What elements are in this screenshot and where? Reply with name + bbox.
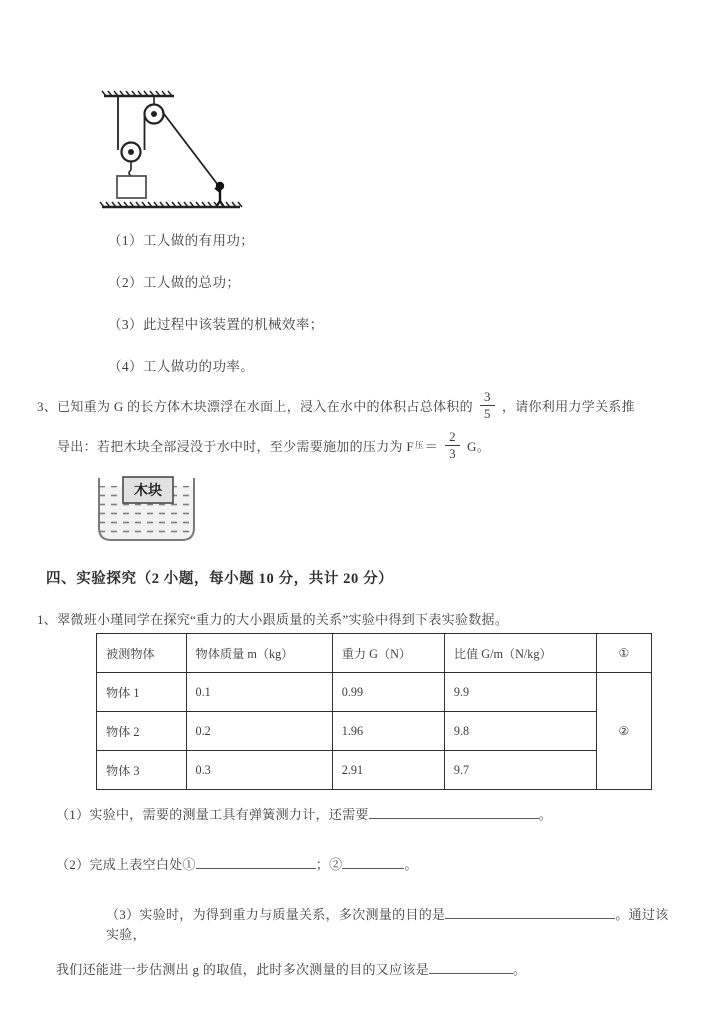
table-cell-object: 物体 2 <box>97 712 187 751</box>
fraction-denominator: 3 <box>449 445 456 461</box>
sub-question-list <box>108 234 648 402</box>
question-3 <box>37 385 687 465</box>
table-header-cell: 重力 G（N） <box>332 634 444 673</box>
question-3-text-before: 3、已知重为 G 的长方体木块漂浮在水面上，浸入在水中的体积占总体积的 <box>37 398 473 414</box>
table-cell-mass: 0.1 <box>186 673 332 712</box>
answer-blank-field[interactable] <box>342 855 404 869</box>
experiment-answer-list <box>56 805 681 980</box>
table-header-cell: 物体质量 m（kg） <box>186 634 332 673</box>
fraction-three-fifths <box>480 390 495 420</box>
table-cell-object: 物体 1 <box>97 673 187 712</box>
table-cell-mass: 0.2 <box>186 712 332 751</box>
question-3-line2-before: 导出：若把木块全部浸没于水中时，至少需要施加的压力为 F <box>57 438 414 454</box>
section-heading: 四、实验探究（2 小题，每小题 10 分，共计 20 分） <box>46 571 394 587</box>
force-subscript: 压 <box>414 440 424 450</box>
fraction-denominator: 5 <box>483 405 491 421</box>
answer-q2-text: （2）完成上表空白处① <box>56 857 196 873</box>
question-3-text-after: ，请你利用力学关系推 <box>501 398 635 414</box>
table-cell-gravity: 0.99 <box>332 673 444 712</box>
wood-block-label: 木块 <box>134 484 162 499</box>
table-cell-ratio: 9.7 <box>444 751 596 790</box>
answer-q2-middle: ；② <box>315 857 343 873</box>
table-cell-gravity: 1.96 <box>332 712 444 751</box>
floating-wood-block-diagram <box>86 464 208 546</box>
table-cell-ratio: 9.9 <box>444 673 596 712</box>
equals-sign: ＝ <box>424 438 439 454</box>
fraction-two-thirds <box>445 430 460 460</box>
sub-question-3: （3）此过程中该装置的机械效率； <box>108 317 324 332</box>
sub-question-1: （1）工人做的有用功； <box>108 233 255 248</box>
answer-question-3 <box>56 905 681 979</box>
table-cell-mass: 0.3 <box>186 751 332 790</box>
answer-q1-text: （1）实验中，需要的测量工具有弹簧测力计，还需要 <box>56 807 369 822</box>
answer-q3-text: （3）实验时，为得到重力与质量关系，多次测量的目的是 <box>106 907 446 923</box>
sub-question-2: （2）工人做的总功； <box>108 275 241 290</box>
table-header-blank-marker: ① <box>596 634 651 673</box>
answer-blank-field[interactable] <box>445 905 615 919</box>
table-row <box>97 712 652 751</box>
answer-q3-line1 <box>56 905 681 945</box>
answer-q3-line2 <box>56 960 681 980</box>
answer-q3-period: 。 <box>513 961 527 977</box>
table-cell-ratio: 9.8 <box>444 712 596 751</box>
experiment-question-prompt: 1、翠微班小瑾同学在探究“重力的大小跟质量的关系”实验中得到下表实验数据。 <box>37 612 509 627</box>
answer-question-2 <box>56 855 681 875</box>
fraction-numerator: 2 <box>449 428 456 444</box>
answer-question-1 <box>56 805 681 825</box>
answer-q3-cont-text: 我们还能进一步估测出 g 的取值，此时多次测量的目的又应该是 <box>56 961 430 977</box>
question-3-line-1 <box>37 385 687 425</box>
fraction-numerator: 3 <box>483 388 491 404</box>
answer-blank-field[interactable] <box>429 960 513 974</box>
table-header-row <box>97 634 652 673</box>
sub-question-4: （4）工人做功的功率。 <box>108 359 255 374</box>
answer-q1-period: 。 <box>538 807 553 822</box>
answer-blank-field[interactable] <box>369 805 539 819</box>
table-cell-gravity: 2.91 <box>332 751 444 790</box>
answer-q3-middle: 。通过该实验， <box>106 907 669 943</box>
experiment-data-table <box>96 633 652 790</box>
table-row <box>97 751 652 790</box>
table-header-cell: 被测物体 <box>97 634 187 673</box>
question-3-line2-after: G。 <box>467 438 491 454</box>
pulley-system-diagram <box>96 88 246 210</box>
table-cell-object: 物体 3 <box>97 751 187 790</box>
table-blank-marker: ② <box>596 673 651 790</box>
table-row <box>97 673 652 712</box>
table-header-cell: 比值 G/m（N/kg） <box>444 634 596 673</box>
question-3-line-2 <box>37 425 687 465</box>
answer-q2-period: 。 <box>404 857 418 873</box>
answer-blank-field[interactable] <box>196 855 316 869</box>
